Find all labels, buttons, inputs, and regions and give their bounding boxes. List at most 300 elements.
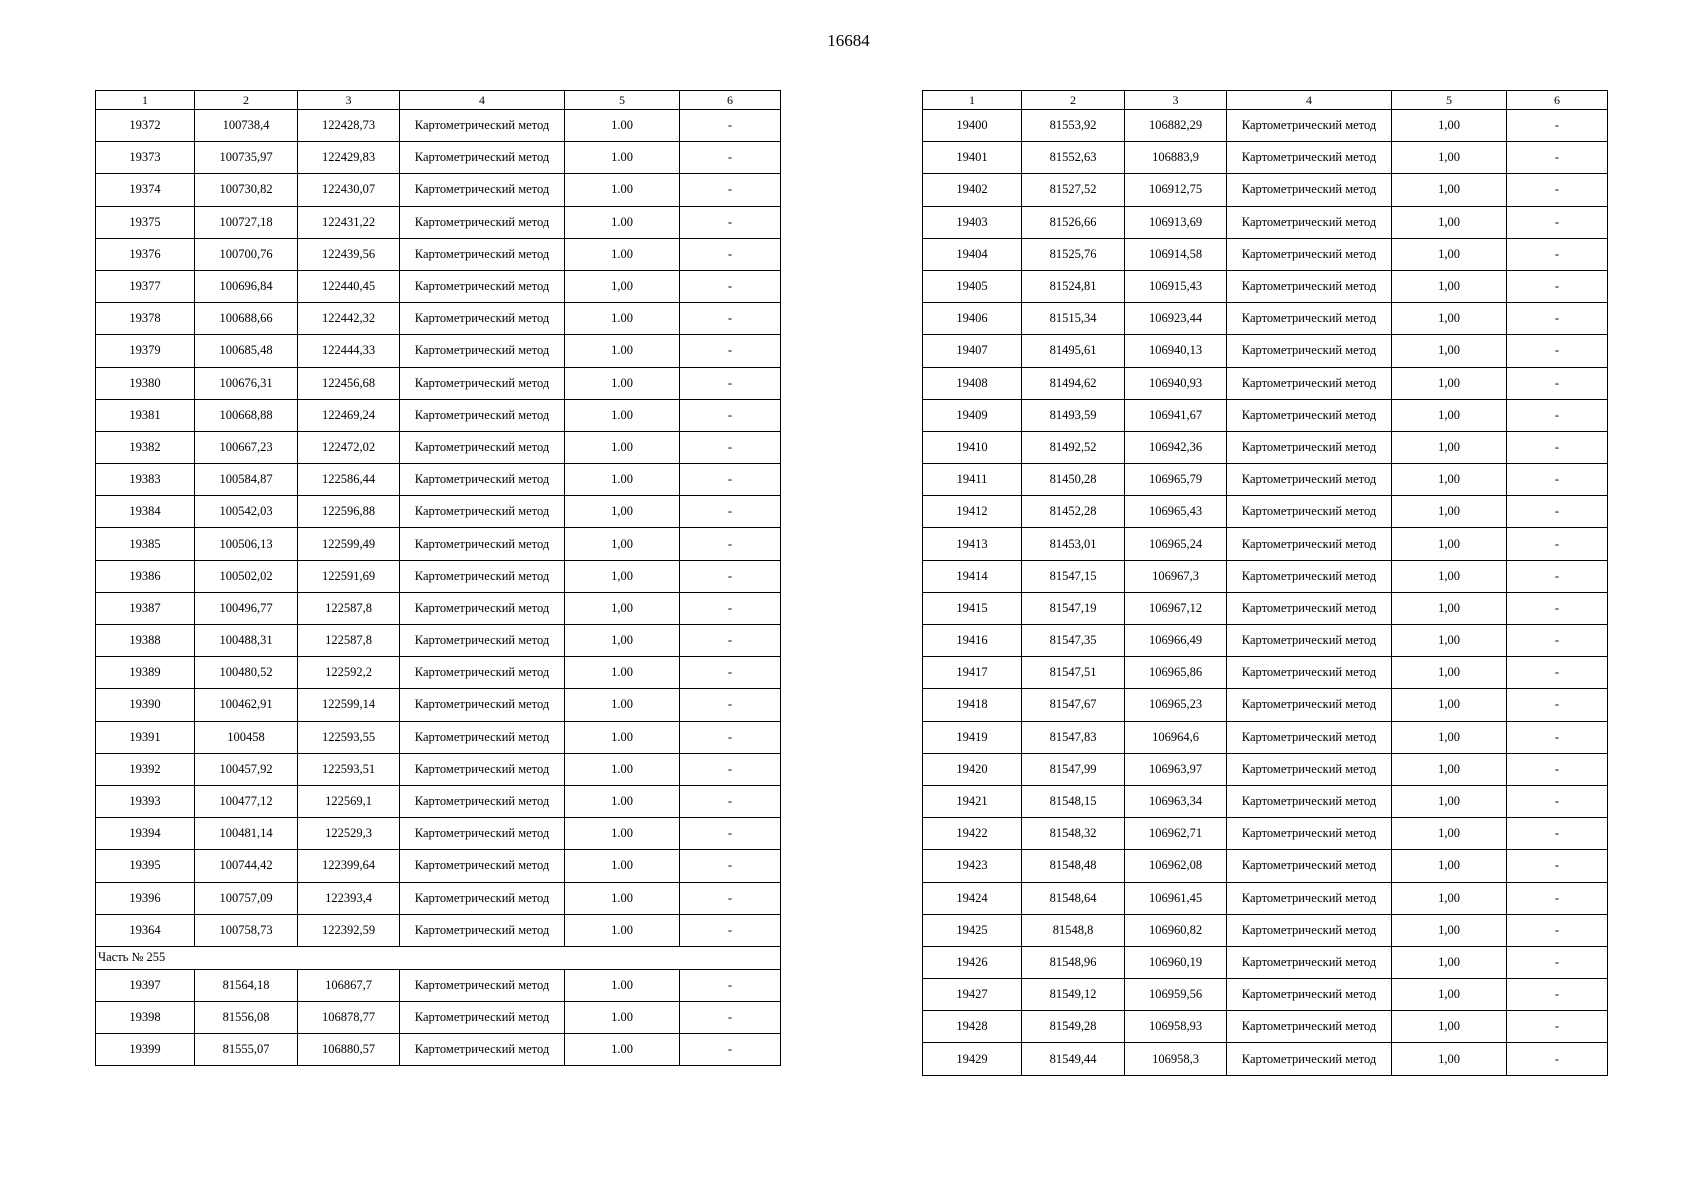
accuracy-cell: 1.00 — [565, 1034, 680, 1066]
point-number-cell: 19395 — [96, 850, 195, 882]
table-row — [923, 238, 1608, 270]
y-coordinate-cell: 106965,43 — [1125, 496, 1227, 528]
method-cell: Картометрический метод — [1227, 592, 1392, 624]
method-cell: Картометрический метод — [1227, 882, 1392, 914]
section-row — [96, 946, 781, 969]
note-cell: - — [680, 1002, 781, 1034]
note-cell: - — [1507, 206, 1608, 238]
x-coordinate-cell: 81549,12 — [1022, 979, 1125, 1011]
point-number-cell: 19413 — [923, 528, 1022, 560]
x-coordinate-cell: 81494,62 — [1022, 367, 1125, 399]
y-coordinate-cell: 106867,7 — [298, 969, 400, 1001]
y-coordinate-cell: 106942,36 — [1125, 431, 1227, 463]
x-coordinate-cell: 81495,61 — [1022, 335, 1125, 367]
table-row — [923, 625, 1608, 657]
table-row — [923, 721, 1608, 753]
method-cell: Картометрический метод — [1227, 270, 1392, 302]
accuracy-cell: 1.00 — [565, 142, 680, 174]
y-coordinate-cell: 122430,07 — [298, 174, 400, 206]
method-cell: Картометрический метод — [400, 238, 565, 270]
table-row — [96, 431, 781, 463]
table-row — [96, 850, 781, 882]
table-row — [96, 657, 781, 689]
note-cell: - — [1507, 464, 1608, 496]
accuracy-cell: 1.00 — [565, 464, 680, 496]
x-coordinate-cell: 100738,4 — [195, 110, 298, 142]
accuracy-cell: 1,00 — [1392, 818, 1507, 850]
accuracy-cell: 1,00 — [1392, 303, 1507, 335]
y-coordinate-cell: 106882,29 — [1125, 110, 1227, 142]
method-cell: Картометрический метод — [1227, 174, 1392, 206]
point-number-cell: 19415 — [923, 592, 1022, 624]
x-coordinate-cell: 100727,18 — [195, 206, 298, 238]
y-coordinate-cell: 106958,3 — [1125, 1043, 1227, 1075]
column-header-6: 6 — [1507, 91, 1608, 110]
y-coordinate-cell: 106912,75 — [1125, 174, 1227, 206]
x-coordinate-cell: 81547,67 — [1022, 689, 1125, 721]
note-cell: - — [680, 625, 781, 657]
point-number-cell: 19426 — [923, 946, 1022, 978]
table-row — [923, 689, 1608, 721]
accuracy-cell: 1.00 — [565, 431, 680, 463]
table-row — [96, 174, 781, 206]
accuracy-cell: 1,00 — [1392, 882, 1507, 914]
table-row — [923, 367, 1608, 399]
method-cell: Картометрический метод — [1227, 367, 1392, 399]
y-coordinate-cell: 106923,44 — [1125, 303, 1227, 335]
x-coordinate-cell: 100506,13 — [195, 528, 298, 560]
note-cell: - — [680, 206, 781, 238]
table-row — [96, 753, 781, 785]
note-cell: - — [680, 560, 781, 592]
x-coordinate-cell: 81548,96 — [1022, 946, 1125, 978]
column-header-3: 3 — [1125, 91, 1227, 110]
note-cell: - — [1507, 946, 1608, 978]
point-number-cell: 19391 — [96, 721, 195, 753]
y-coordinate-cell: 122586,44 — [298, 464, 400, 496]
y-coordinate-cell: 122429,83 — [298, 142, 400, 174]
x-coordinate-cell: 81453,01 — [1022, 528, 1125, 560]
method-cell: Картометрический метод — [400, 1034, 565, 1066]
left-table-body — [96, 110, 781, 947]
x-coordinate-cell: 81526,66 — [1022, 206, 1125, 238]
method-cell: Картометрический метод — [400, 174, 565, 206]
accuracy-cell: 1,00 — [1392, 592, 1507, 624]
y-coordinate-cell: 106941,67 — [1125, 399, 1227, 431]
point-number-cell: 19364 — [96, 914, 195, 946]
point-number-cell: 19404 — [923, 238, 1022, 270]
note-cell: - — [1507, 753, 1608, 785]
accuracy-cell: 1.00 — [565, 882, 680, 914]
y-coordinate-cell: 106940,13 — [1125, 335, 1227, 367]
x-coordinate-cell: 81555,07 — [195, 1034, 298, 1066]
point-number-cell: 19427 — [923, 979, 1022, 1011]
accuracy-cell: 1,00 — [1392, 399, 1507, 431]
y-coordinate-cell: 122392,59 — [298, 914, 400, 946]
accuracy-cell: 1.00 — [565, 818, 680, 850]
y-coordinate-cell: 106959,56 — [1125, 979, 1227, 1011]
table-row — [96, 914, 781, 946]
x-coordinate-cell: 100735,97 — [195, 142, 298, 174]
column-header-1: 1 — [923, 91, 1022, 110]
table-row — [923, 592, 1608, 624]
accuracy-cell: 1,00 — [1392, 206, 1507, 238]
method-cell: Картометрический метод — [1227, 625, 1392, 657]
method-cell: Картометрический метод — [1227, 1043, 1392, 1075]
y-coordinate-cell: 106913,69 — [1125, 206, 1227, 238]
y-coordinate-cell: 122469,24 — [298, 399, 400, 431]
point-number-cell: 19392 — [96, 753, 195, 785]
note-cell: - — [1507, 174, 1608, 206]
accuracy-cell: 1,00 — [1392, 528, 1507, 560]
method-cell: Картометрический метод — [1227, 110, 1392, 142]
accuracy-cell: 1.00 — [565, 914, 680, 946]
point-number-cell: 19411 — [923, 464, 1022, 496]
point-number-cell: 19429 — [923, 1043, 1022, 1075]
point-number-cell: 19424 — [923, 882, 1022, 914]
table-row — [923, 399, 1608, 431]
method-cell: Картометрический метод — [1227, 721, 1392, 753]
table-row — [923, 657, 1608, 689]
y-coordinate-cell: 106961,45 — [1125, 882, 1227, 914]
method-cell: Картометрический метод — [400, 270, 565, 302]
point-number-cell: 19396 — [96, 882, 195, 914]
header-row — [96, 91, 781, 110]
note-cell: - — [1507, 785, 1608, 817]
point-number-cell: 19419 — [923, 721, 1022, 753]
table-row — [923, 496, 1608, 528]
table-row — [923, 1011, 1608, 1043]
x-coordinate-cell: 81552,63 — [1022, 142, 1125, 174]
method-cell: Картометрический метод — [400, 367, 565, 399]
method-cell: Картометрический метод — [1227, 528, 1392, 560]
note-cell: - — [680, 238, 781, 270]
y-coordinate-cell: 122440,45 — [298, 270, 400, 302]
column-header-2: 2 — [1022, 91, 1125, 110]
accuracy-cell: 1.00 — [565, 657, 680, 689]
accuracy-cell: 1,00 — [1392, 979, 1507, 1011]
accuracy-cell: 1,00 — [1392, 753, 1507, 785]
table-row — [96, 625, 781, 657]
x-coordinate-cell: 100676,31 — [195, 367, 298, 399]
column-header-6: 6 — [680, 91, 781, 110]
y-coordinate-cell: 122587,8 — [298, 625, 400, 657]
method-cell: Картометрический метод — [1227, 335, 1392, 367]
table-row — [923, 464, 1608, 496]
x-coordinate-cell: 100481,14 — [195, 818, 298, 850]
note-cell: - — [680, 431, 781, 463]
note-cell: - — [1507, 496, 1608, 528]
y-coordinate-cell: 106915,43 — [1125, 270, 1227, 302]
y-coordinate-cell: 106962,08 — [1125, 850, 1227, 882]
point-number-cell: 19409 — [923, 399, 1022, 431]
table-row — [96, 689, 781, 721]
note-cell: - — [1507, 335, 1608, 367]
point-number-cell: 19383 — [96, 464, 195, 496]
method-cell: Картометрический метод — [400, 335, 565, 367]
accuracy-cell: 1,00 — [1392, 721, 1507, 753]
point-number-cell: 19399 — [96, 1034, 195, 1066]
note-cell: - — [1507, 882, 1608, 914]
left-coordinates-table — [95, 90, 781, 1066]
point-number-cell: 19422 — [923, 818, 1022, 850]
table-row — [923, 206, 1608, 238]
x-coordinate-cell: 100458 — [195, 721, 298, 753]
table-row — [923, 850, 1608, 882]
point-number-cell: 19423 — [923, 850, 1022, 882]
y-coordinate-cell: 122593,55 — [298, 721, 400, 753]
column-header-5: 5 — [1392, 91, 1507, 110]
y-coordinate-cell: 122399,64 — [298, 850, 400, 882]
accuracy-cell: 1.00 — [565, 689, 680, 721]
accuracy-cell: 1.00 — [565, 206, 680, 238]
x-coordinate-cell: 81548,64 — [1022, 882, 1125, 914]
method-cell: Картометрический метод — [1227, 238, 1392, 270]
table-row — [923, 431, 1608, 463]
y-coordinate-cell: 106963,97 — [1125, 753, 1227, 785]
method-cell: Картометрический метод — [400, 753, 565, 785]
note-cell: - — [1507, 560, 1608, 592]
accuracy-cell: 1.00 — [565, 850, 680, 882]
point-number-cell: 19400 — [923, 110, 1022, 142]
x-coordinate-cell: 81547,35 — [1022, 625, 1125, 657]
method-cell: Картометрический метод — [400, 1002, 565, 1034]
x-coordinate-cell: 81548,48 — [1022, 850, 1125, 882]
method-cell: Картометрический метод — [400, 464, 565, 496]
method-cell: Картометрический метод — [1227, 689, 1392, 721]
x-coordinate-cell: 100668,88 — [195, 399, 298, 431]
x-coordinate-cell: 81515,34 — [1022, 303, 1125, 335]
point-number-cell: 19402 — [923, 174, 1022, 206]
accuracy-cell: 1,00 — [1392, 464, 1507, 496]
note-cell: - — [680, 174, 781, 206]
point-number-cell: 19375 — [96, 206, 195, 238]
y-coordinate-cell: 122599,49 — [298, 528, 400, 560]
y-coordinate-cell: 106965,24 — [1125, 528, 1227, 560]
point-number-cell: 19406 — [923, 303, 1022, 335]
y-coordinate-cell: 106940,93 — [1125, 367, 1227, 399]
table-row — [96, 367, 781, 399]
table-row — [96, 785, 781, 817]
section-label: Часть № 255 — [96, 946, 781, 969]
note-cell: - — [680, 303, 781, 335]
table-row — [96, 1034, 781, 1066]
y-coordinate-cell: 106962,71 — [1125, 818, 1227, 850]
table-row — [96, 110, 781, 142]
accuracy-cell: 1,00 — [1392, 270, 1507, 302]
note-cell: - — [1507, 592, 1608, 624]
accuracy-cell: 1,00 — [1392, 174, 1507, 206]
accuracy-cell: 1.00 — [565, 969, 680, 1001]
table-row — [923, 979, 1608, 1011]
accuracy-cell: 1.00 — [565, 110, 680, 142]
note-cell: - — [1507, 399, 1608, 431]
method-cell: Картометрический метод — [400, 560, 565, 592]
x-coordinate-cell: 81547,51 — [1022, 657, 1125, 689]
point-number-cell: 19373 — [96, 142, 195, 174]
note-cell: - — [1507, 914, 1608, 946]
note-cell: - — [680, 882, 781, 914]
table-row — [923, 110, 1608, 142]
y-coordinate-cell: 122393,4 — [298, 882, 400, 914]
column-header-4: 4 — [1227, 91, 1392, 110]
note-cell: - — [1507, 818, 1608, 850]
note-cell: - — [680, 335, 781, 367]
note-cell: - — [680, 753, 781, 785]
method-cell: Картометрический метод — [1227, 914, 1392, 946]
y-coordinate-cell: 122529,3 — [298, 818, 400, 850]
point-number-cell: 19379 — [96, 335, 195, 367]
point-number-cell: 19377 — [96, 270, 195, 302]
note-cell: - — [680, 464, 781, 496]
accuracy-cell: 1.00 — [565, 785, 680, 817]
table-row — [96, 142, 781, 174]
y-coordinate-cell: 106963,34 — [1125, 785, 1227, 817]
point-number-cell: 19421 — [923, 785, 1022, 817]
point-number-cell: 19376 — [96, 238, 195, 270]
y-coordinate-cell: 106967,3 — [1125, 560, 1227, 592]
y-coordinate-cell: 106958,93 — [1125, 1011, 1227, 1043]
y-coordinate-cell: 122596,88 — [298, 496, 400, 528]
accuracy-cell: 1.00 — [565, 367, 680, 399]
y-coordinate-cell: 106883,9 — [1125, 142, 1227, 174]
table-row — [96, 882, 781, 914]
x-coordinate-cell: 81547,99 — [1022, 753, 1125, 785]
point-number-cell: 19414 — [923, 560, 1022, 592]
table-row — [923, 142, 1608, 174]
page-number: 16684 — [827, 31, 870, 50]
point-number-cell: 19372 — [96, 110, 195, 142]
note-cell: - — [680, 1034, 781, 1066]
method-cell: Картометрический метод — [400, 657, 565, 689]
x-coordinate-cell: 81548,15 — [1022, 785, 1125, 817]
x-coordinate-cell: 81492,52 — [1022, 431, 1125, 463]
x-coordinate-cell: 100700,76 — [195, 238, 298, 270]
note-cell: - — [1507, 657, 1608, 689]
table-row — [923, 914, 1608, 946]
method-cell: Картометрический метод — [1227, 206, 1392, 238]
table-row — [923, 882, 1608, 914]
note-cell: - — [1507, 110, 1608, 142]
point-number-cell: 19420 — [923, 753, 1022, 785]
note-cell: - — [1507, 270, 1608, 302]
accuracy-cell: 1.00 — [565, 753, 680, 785]
point-number-cell: 19380 — [96, 367, 195, 399]
y-coordinate-cell: 122569,1 — [298, 785, 400, 817]
note-cell: - — [680, 592, 781, 624]
table-row — [923, 818, 1608, 850]
table-row — [923, 303, 1608, 335]
accuracy-cell: 1,00 — [565, 592, 680, 624]
y-coordinate-cell: 106914,58 — [1125, 238, 1227, 270]
column-header-2: 2 — [195, 91, 298, 110]
method-cell: Картометрический метод — [400, 882, 565, 914]
table-row — [923, 946, 1608, 978]
method-cell: Картометрический метод — [1227, 818, 1392, 850]
method-cell: Картометрический метод — [1227, 946, 1392, 978]
note-cell: - — [1507, 528, 1608, 560]
point-number-cell: 19410 — [923, 431, 1022, 463]
y-coordinate-cell: 106960,82 — [1125, 914, 1227, 946]
x-coordinate-cell: 100496,77 — [195, 592, 298, 624]
y-coordinate-cell: 122593,51 — [298, 753, 400, 785]
note-cell: - — [680, 399, 781, 431]
method-cell: Картометрический метод — [1227, 785, 1392, 817]
method-cell: Картометрический метод — [1227, 753, 1392, 785]
method-cell: Картометрический метод — [400, 969, 565, 1001]
column-header-3: 3 — [298, 91, 400, 110]
method-cell: Картометрический метод — [1227, 560, 1392, 592]
point-number-cell: 19381 — [96, 399, 195, 431]
x-coordinate-cell: 100477,12 — [195, 785, 298, 817]
point-number-cell: 19417 — [923, 657, 1022, 689]
point-number-cell: 19382 — [96, 431, 195, 463]
y-coordinate-cell: 122592,2 — [298, 657, 400, 689]
left-table-body-section — [96, 969, 781, 1066]
note-cell: - — [680, 496, 781, 528]
method-cell: Картометрический метод — [400, 206, 565, 238]
accuracy-cell: 1,00 — [1392, 431, 1507, 463]
method-cell: Картометрический метод — [400, 689, 565, 721]
table-row — [96, 1002, 781, 1034]
accuracy-cell: 1.00 — [565, 721, 680, 753]
y-coordinate-cell: 122428,73 — [298, 110, 400, 142]
y-coordinate-cell: 122591,69 — [298, 560, 400, 592]
y-coordinate-cell: 122444,33 — [298, 335, 400, 367]
method-cell: Картометрический метод — [400, 528, 565, 560]
table-row — [96, 335, 781, 367]
note-cell: - — [680, 142, 781, 174]
method-cell: Картометрический метод — [400, 142, 565, 174]
x-coordinate-cell: 81556,08 — [195, 1002, 298, 1034]
table-row — [96, 206, 781, 238]
table-row — [923, 785, 1608, 817]
point-number-cell: 19384 — [96, 496, 195, 528]
table-row — [96, 496, 781, 528]
accuracy-cell: 1,00 — [1392, 560, 1507, 592]
right-table-body — [923, 110, 1608, 1076]
method-cell: Картометрический метод — [1227, 1011, 1392, 1043]
accuracy-cell: 1,00 — [1392, 238, 1507, 270]
note-cell: - — [1507, 1043, 1608, 1075]
method-cell: Картометрический метод — [400, 592, 565, 624]
x-coordinate-cell: 81525,76 — [1022, 238, 1125, 270]
note-cell: - — [1507, 142, 1608, 174]
note-cell: - — [1507, 979, 1608, 1011]
accuracy-cell: 1,00 — [1392, 946, 1507, 978]
right-table-header — [923, 91, 1608, 110]
note-cell: - — [680, 110, 781, 142]
y-coordinate-cell: 122456,68 — [298, 367, 400, 399]
method-cell: Картометрический метод — [1227, 979, 1392, 1011]
point-number-cell: 19418 — [923, 689, 1022, 721]
note-cell: - — [680, 689, 781, 721]
point-number-cell: 19428 — [923, 1011, 1022, 1043]
x-coordinate-cell: 100744,42 — [195, 850, 298, 882]
x-coordinate-cell: 81524,81 — [1022, 270, 1125, 302]
x-coordinate-cell: 81548,32 — [1022, 818, 1125, 850]
method-cell: Картометрический метод — [400, 818, 565, 850]
y-coordinate-cell: 122439,56 — [298, 238, 400, 270]
method-cell: Картометрический метод — [400, 721, 565, 753]
table-row — [96, 464, 781, 496]
method-cell: Картометрический метод — [400, 496, 565, 528]
table-row — [96, 303, 781, 335]
x-coordinate-cell: 100457,92 — [195, 753, 298, 785]
table-row — [923, 174, 1608, 206]
table-row — [96, 238, 781, 270]
method-cell: Картометрический метод — [1227, 303, 1392, 335]
